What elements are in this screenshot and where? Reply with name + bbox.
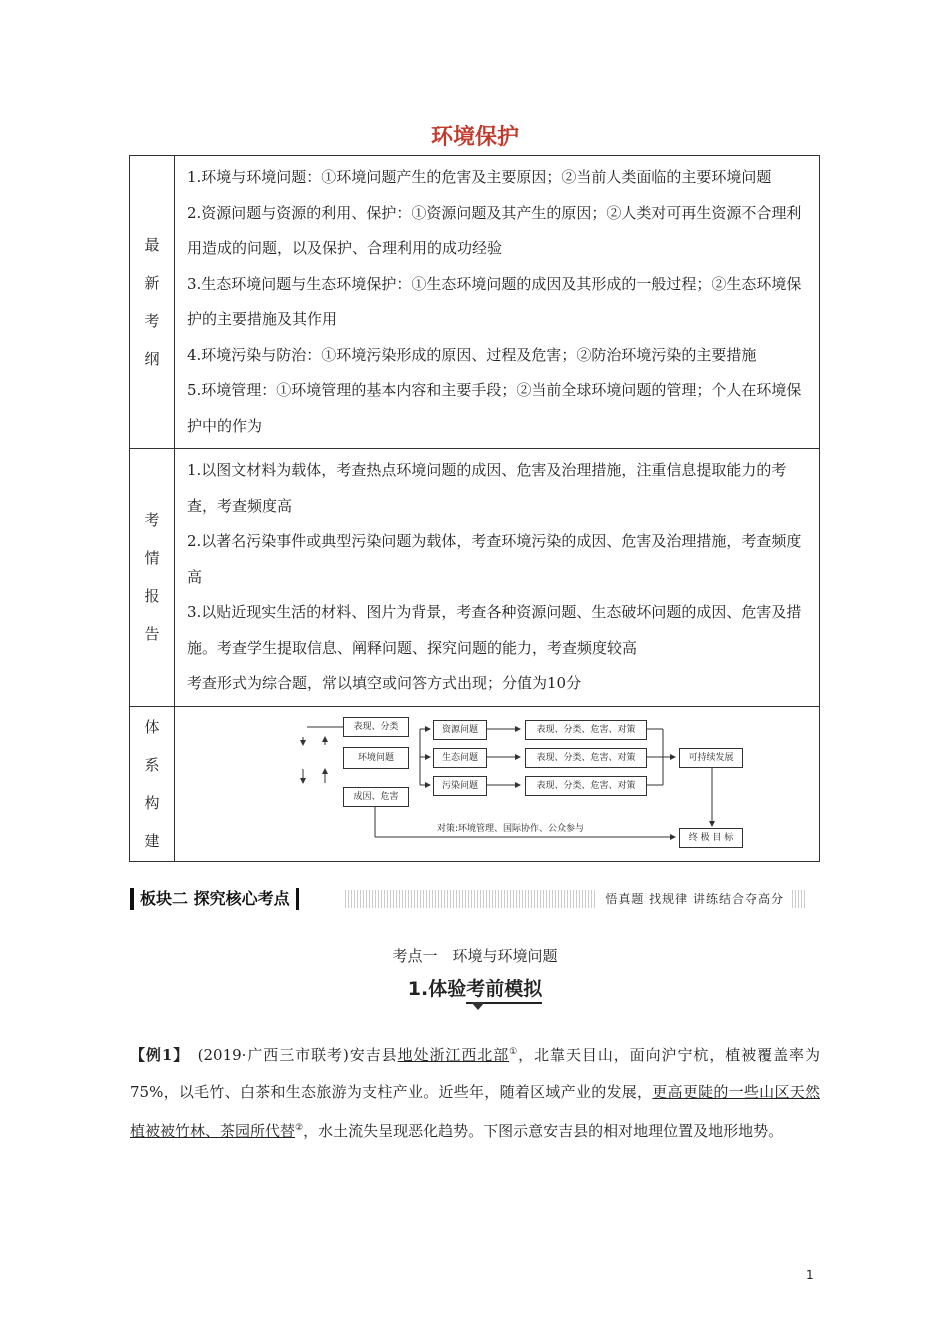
syllabus-content xyxy=(175,156,820,449)
underlined-phrase: 地处浙江西北部 xyxy=(397,1046,510,1064)
box-ultimate-goal: 终 极 目 标 xyxy=(679,828,743,848)
row-label-system: 体系构建 xyxy=(130,706,175,861)
report-item: 2.以著名污染事件或典型污染问题为载体，考查环境污染的成因、危害及治理措施，考查频度高 xyxy=(187,532,802,586)
section-banner xyxy=(130,888,806,912)
concept-diagram xyxy=(175,707,819,857)
box-manifestation: 表现、分类 xyxy=(343,717,409,737)
report-item: 考查形式为综合题，常以填空或问答方式出现；分值为10分 xyxy=(187,674,582,692)
syllabus-item: 2.资源问题与资源的利用、保护：①资源问题及其产生的原因；②人类对可再生资源不合理利用造成的问题，以及保护、合理利用的成功经验 xyxy=(187,203,802,257)
box-resource-problem: 资源问题 xyxy=(433,720,487,740)
table-row xyxy=(130,156,820,449)
row-label-report: 考情报告 xyxy=(130,449,175,707)
subsection-heading: 1.体验考前模拟 xyxy=(0,974,950,1001)
box-sustainable: 可持续发展 xyxy=(679,748,743,768)
box-ecology-problem: 生态问题 xyxy=(433,748,487,768)
page-title: 环境保护 xyxy=(430,125,519,150)
example-paragraph: 【例1】 (2019·广西三市联考)安吉县地处浙江西北部①，北靠天目山，面向沪宁杭，植被覆盖率为75%，以毛竹、白茶和生态旅游为支柱产业。近些年，随着区域产业的发展，更高更陡的一些山区天然植被被竹林、茶园所代替②，水土流失呈现恶化趋势。下图示意安吉县的相对地理位置及地形地势。 xyxy=(130,1046,820,1140)
table-row xyxy=(130,706,820,861)
footnote-marker: ① xyxy=(509,1047,519,1057)
box-pollution-problem: 污染问题 xyxy=(433,776,487,796)
example-source: (2019·广西三市联考) xyxy=(197,1046,349,1064)
report-content xyxy=(175,449,820,707)
topic-heading: 考点一 环境与环境问题 xyxy=(392,947,558,965)
box-detail: 表现、分类、危害、对策 xyxy=(525,748,647,768)
syllabus-item: 5.环境管理：①环境管理的基本内容和主要手段；②当前全球环境问题的管理；个人在环境保护中的作为 xyxy=(187,381,802,435)
footnote-marker: ② xyxy=(295,1123,304,1133)
example-tag: 【例1】 xyxy=(130,1046,182,1064)
report-item: 3.以贴近现实生活的材料、图片为背景，考查各种资源问题、生态破坏问题的成因、危害及措施。考查学生提取信息、阐释问题、探究问题的能力，考查频度较高 xyxy=(187,603,802,657)
countermeasure-label: 对策:环境管理、国际协作、公众参与 xyxy=(437,823,585,834)
row-label-syllabus: 最新考纲 xyxy=(130,156,175,449)
box-cause-harm: 成因、危害 xyxy=(343,787,409,807)
syllabus-item: 3.生态环境问题与生态环境保护：①生态环境问题的成因及其形成的一般过程；②生态环境保护的主要措施及其作用 xyxy=(187,274,802,328)
syllabus-item: 1.环境与环境问题：①环境问题产生的危害及主要原因；②当前人类面临的主要环境问题 xyxy=(187,168,772,186)
box-detail: 表现、分类、危害、对策 xyxy=(525,776,647,796)
box-environment-problem: 环境问题 xyxy=(343,747,409,769)
box-detail: 表现、分类、危害、对策 xyxy=(525,720,647,740)
report-item: 1.以图文材料为载体，考查热点环境问题的成因、危害及治理措施，注重信息提取能力的考查，考查频度高 xyxy=(187,461,787,515)
system-diagram-cell xyxy=(175,706,820,861)
syllabus-item: 4.环境污染与防治：①环境污染形成的原因、过程及危害；②防治环境污染的主要措施 xyxy=(187,345,757,364)
banner-title: 板块二 探究核心考点 xyxy=(130,888,299,910)
page-number: 1 xyxy=(806,1268,814,1282)
banner-slogan: 悟真题 找规律 讲练结合夺高分 xyxy=(597,890,792,908)
outline-table xyxy=(129,155,820,862)
table-row xyxy=(130,449,820,707)
triangle-down-icon xyxy=(471,1002,485,1010)
underlined-phrase: 更高更陡的一些山区天然植被被竹林、茶园所代替 xyxy=(130,1082,820,1140)
